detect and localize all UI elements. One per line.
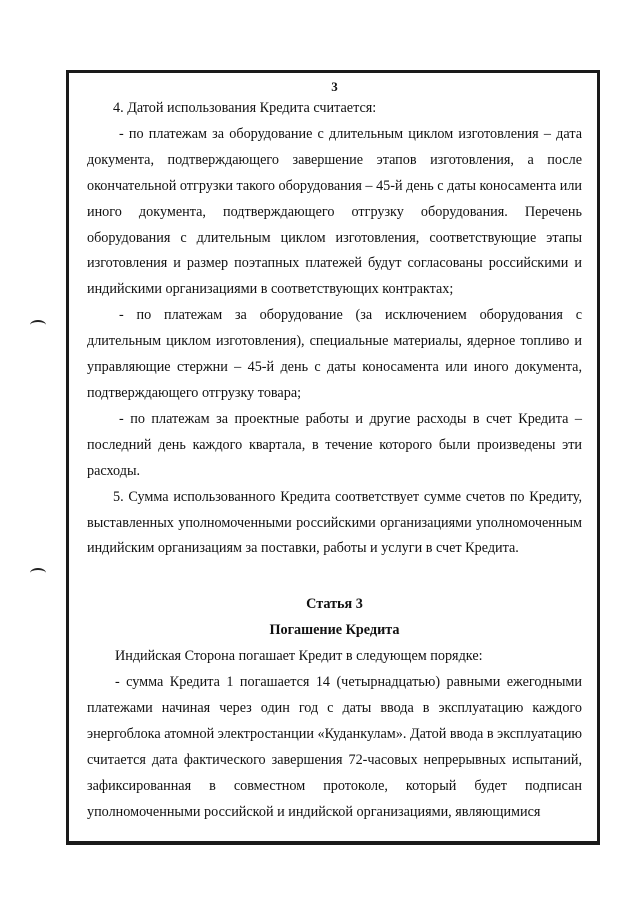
article-number: Статья 3 bbox=[306, 596, 363, 613]
clause-4-item-other-equipment: - по платежам за оборудование (за исключением оборудования с длительным циклом изготовления), специальные материалы, ядерное топливо и управляющие стержни – 45-й день с даты коносамента или иного документа, подтверждающего отгрузку товара; bbox=[87, 307, 582, 401]
clause-4-item-long-cycle: - по платежам за оборудование с длительным циклом изготовления – дата документа, подтверждающего завершение этапов изготовления, а после окончательной отгрузки такого оборудования – 45-й день с даты коносамента или иного документа, подтверждающего отгрузку оборудования. Перечень оборудования с длительным циклом изготовления, соответствующие этапы изготовления и размер поэтапных платежей будут согласованы российскими и индийскими организациями в соответствующих контрактах; bbox=[87, 125, 582, 298]
section-spacer bbox=[87, 562, 582, 592]
clause-5: 5. Сумма использованного Кредита соответствует сумме счетов по Кредиту, выставленных уполномоченными российскими организациями уполномоченным индийским организациям за поставки, работы и услуги в счет Кредита. bbox=[87, 488, 582, 557]
article-title: Погашение Кредита bbox=[269, 622, 400, 639]
page-number: 3 bbox=[331, 79, 338, 94]
repayment-item-credit-1: - сумма Кредита 1 погашается 14 (четырнадцатью) равными ежегодными платежами начиная через один год с даты ввода в эксплуатацию каждого энергоблока атомной электростанции «Куданкулам». Датой ввода в эксплуатацию считается дата фактического завершения 72-часовых непрерывных испытаний, зафиксированная в совместном протоколе, который будет подписан уполномоченными российской и индийской организациями, являющимися bbox=[87, 674, 583, 820]
clause-4-heading: 4. Датой использования Кредита считается: bbox=[113, 100, 377, 116]
binding-mark bbox=[30, 568, 46, 578]
document-body bbox=[87, 78, 582, 825]
repayment-intro: Индийская Сторона погашает Кредит в следующем порядке: bbox=[115, 648, 483, 665]
binding-mark bbox=[30, 320, 46, 330]
clause-4-item-design-works: - по платежам за проектные работы и другие расходы в счет Кредита – последний день каждого квартала, в течение которого были произведены эти расходы. bbox=[87, 410, 582, 479]
